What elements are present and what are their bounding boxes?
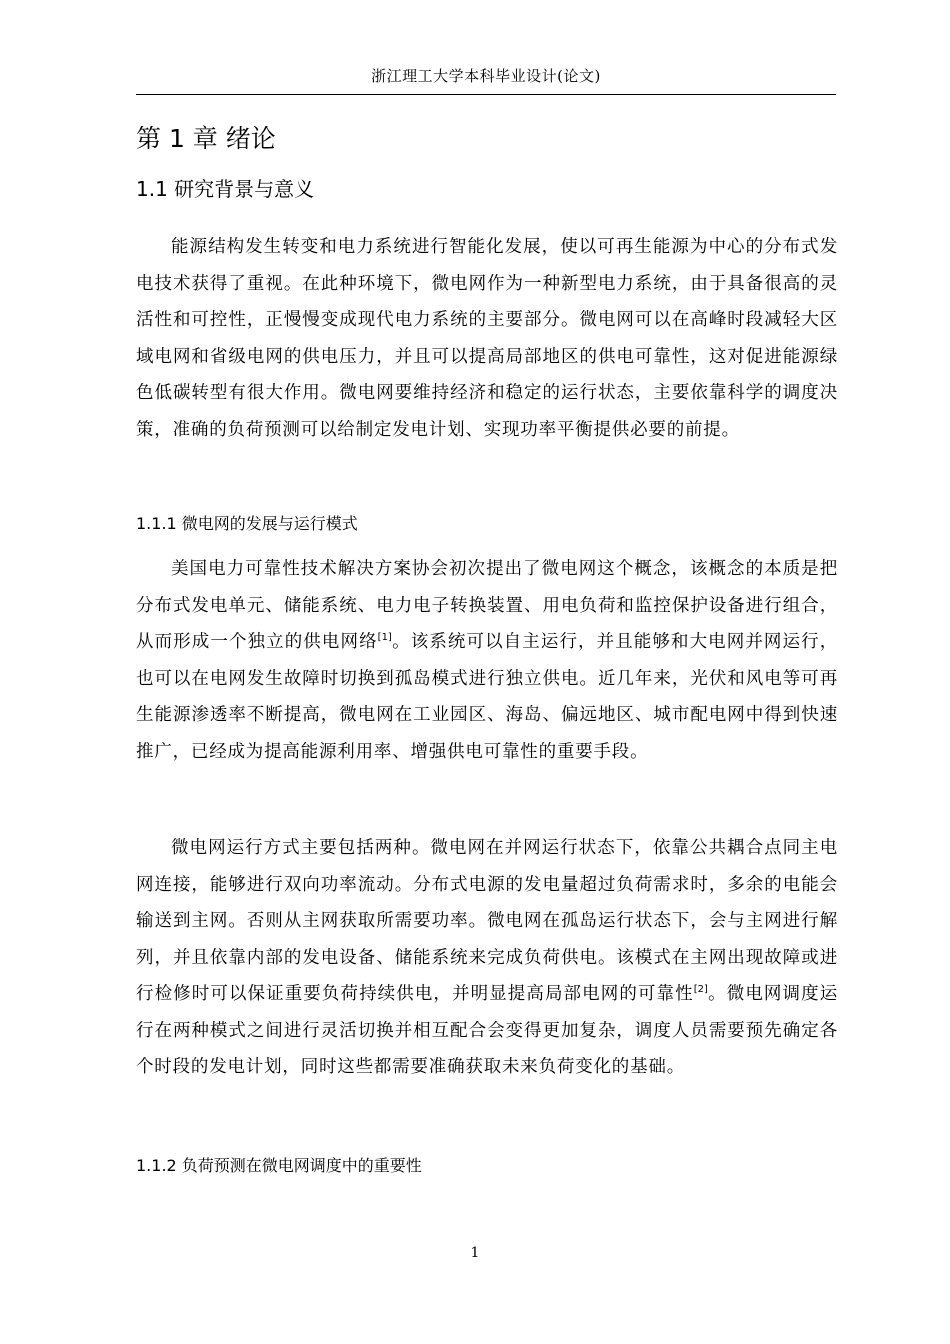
- chapter-title: 第 1 章 绪论: [136, 124, 276, 153]
- page-number: 1: [470, 1245, 480, 1261]
- subsection-title-1-1-2: 1.1.2 负荷预测在微电网调度中的重要性: [136, 1156, 422, 1175]
- header-title: 浙江理工大学本科毕业设计(论文): [371, 67, 601, 85]
- subsection-title-1-1-1: 1.1.1 微电网的发展与运行模式: [136, 514, 358, 533]
- paragraph-text: 美国电力可靠性技术解决方案协会初次提出了微电网这个概念，该概念的本质是把分布式发电单元、储能系统、电力电子转换装置、用电负荷和监控保护设备进行组合，从而形成一个独立的供电网络: [136, 559, 838, 652]
- paragraph-text: 。微电网调度运行在两种模式之间进行灵活切换并相互配合会变得更加复杂，调度人员需要预先确定各个时段的发电计划，同时这些都需要准确获取未来负荷变化的基础。: [136, 984, 839, 1077]
- section-title: 1.1 研究背景与意义: [136, 177, 315, 201]
- paragraph-background: 能源结构发生转变和电力系统进行智能化发展，使以可再生能源为中心的分布式发电技术获得了重视。在此种环境下，微电网作为一种新型电力系统，由于具备很高的灵活性和可控性，正慢慢变成现代电力系统的主要部分。微电网可以在高峰时段减轻大区域电网和省级电网的供电压力，并且可以提高局部地区的供电可靠性，这对促进能源绿色低碳转型有很大作用。微电网要维持经济和稳定的运行状态，主要依靠科学的调度决策，准确的负荷预测可以给制定发电计划、实现功率平衡提供必要的前提。: [136, 237, 838, 440]
- citation-2[interactable]: [2]: [693, 984, 708, 996]
- citation-1[interactable]: [1]: [377, 632, 392, 644]
- page-header: [136, 66, 836, 95]
- paragraph-operation-modes: [136, 830, 838, 1086]
- paragraph-text: 。该系统可以自主运行，并且能够和大电网并网运行，也可以在电网发生故障时切换到孤岛模式进行独立供电。近几年来，光伏和风电等可再生能源渗透率不断提高，微电网在工业园区、海岛、偏远地区、城市配电网中得到快速推广，已经成为提高能源利用率、增强供电可靠性的重要手段。: [136, 632, 838, 762]
- paragraph-text: 微电网运行方式主要包括两种。微电网在并网运行状态下，依靠公共耦合点同主电网连接，能够进行双向功率流动。分布式电源的发电量超过负荷需求时，多余的电能会输送到主网。否则从主网获取所需要功率。微电网在孤岛运行状态下，会与主网进行解列，并且依靠内部的发电设备、储能系统来完成负荷供电。该模式在主网出现故障或进行检修时可以保证重要负荷持续供电，并明显提高局部电网的可靠性: [136, 838, 838, 1004]
- paragraph-microgrid-concept: [136, 551, 838, 770]
